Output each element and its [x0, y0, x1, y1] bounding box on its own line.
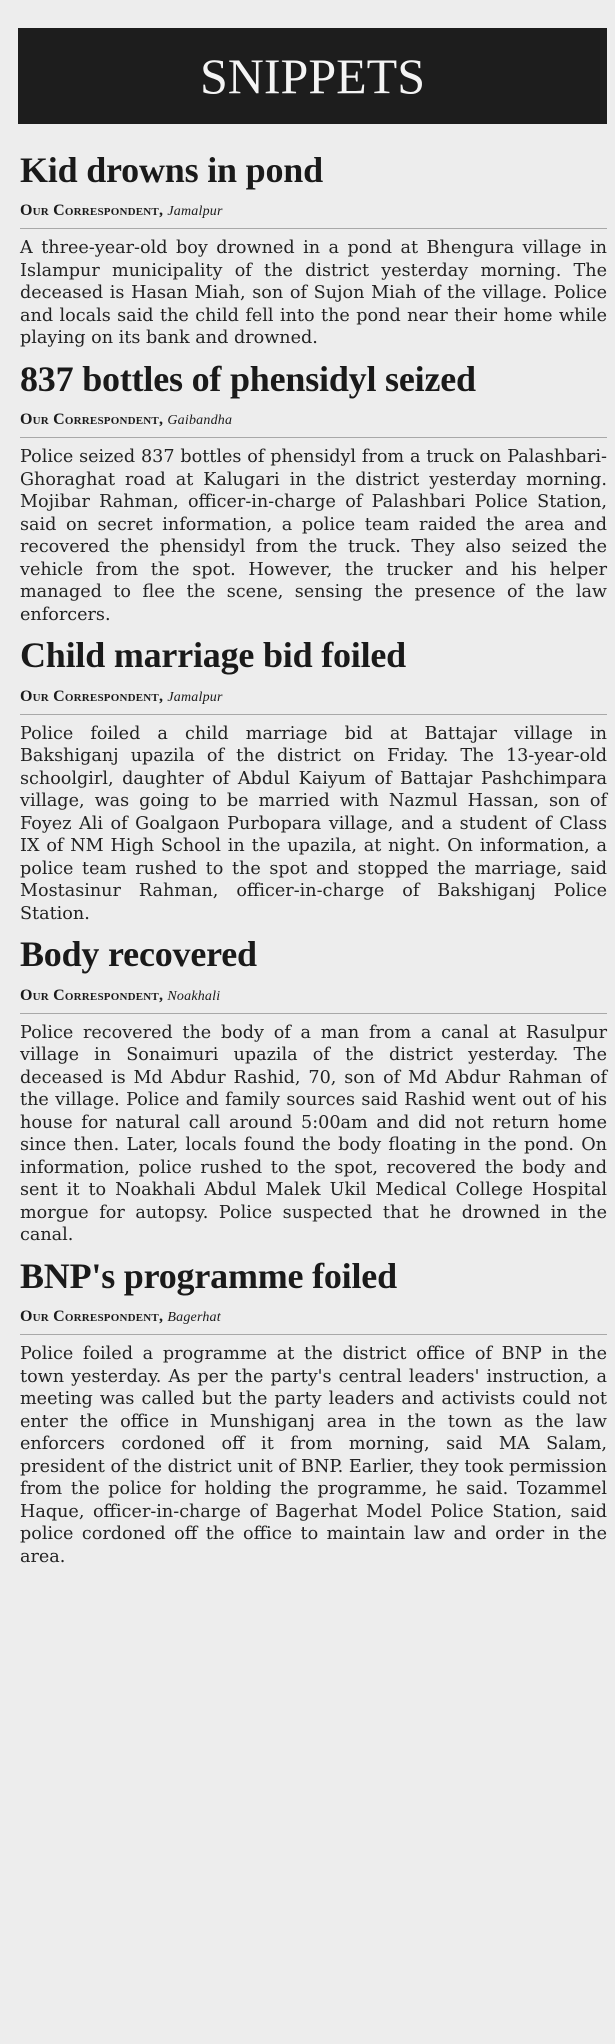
byline-location: Jamalpur: [167, 204, 223, 220]
story-body: Police seized 837 bottles of phensidyl from a truck on Palashbari-Ghoraghat road at Kalugari in the district yesterday morning. Mojibar Rahman, officer-in-charge of Palashbari Police Station, said on secret information, a police team raided the area and recovered the phensidyl from the truck. They also seized the vehicle from the spot. However, the trucker and his helper managed to flee the scene, sensing the presence of the law enforcers.: [20, 447, 607, 625]
byline-author: Our Correspondent,: [20, 1308, 164, 1326]
byline-author: Our Correspondent,: [20, 687, 164, 705]
story-body: Police recovered the body of a man from a canal at Rasulpur village in Sonaimuri upazila of the district yesterday. The deceased is Md Abdur Rashid, 70, son of Md Abdur Rahman of the village. Police and family sources said Rashid went out of his house for natural call around 5:00am and did not return home since then. Later, locals found the body floating in the pond. On information, police rushed to the spot, recovered the body and sent it to Noakhali Abdul Malek Ukil Medical College Hospital morgue for autopsy. Police suspected that he drowned in the canal.: [20, 1022, 607, 1246]
story-byline: [20, 688, 607, 715]
story-byline: [20, 202, 607, 229]
story-kid-drowns: [18, 150, 607, 350]
story-headline: Body recovered: [20, 934, 257, 975]
byline-location: Gaibandha: [167, 413, 233, 429]
section-banner: SNIPPETS: [18, 28, 607, 124]
byline-location: Bagerhat: [167, 1310, 221, 1326]
story-bnp-programme-foiled: [18, 1256, 607, 1568]
story-byline: [20, 411, 607, 438]
story-body: Police foiled a child marriage bid at Battajar village in Bakshiganj upazila of the district on Friday. The 13-year-old schoolgirl, daughter of Abdul Kaiyum of Battajar Pashchimpara village, was going to be married with Nazmul Hassan, son of Foyez Ali of Goalgaon Purbopara village, and a student of Class IX of NM High School in the upazila, at night. On information, a police team rushed to the spot and stopped the marriage, said Mostasinur Rahman, officer-in-charge of Bakshiganj Police Station.: [20, 723, 607, 924]
byline-author: Our Correspondent,: [20, 202, 164, 220]
byline-location: Jamalpur: [167, 689, 223, 705]
story-body: A three-year-old boy drowned in a pond at Bhengura village in Islampur municipality of the district yesterday morning. The deceased is Hasan Miah, son of Sujon Miah of the village. Police and locals said the child fell into the pond near their home while playing on its bank and drowned.: [20, 238, 607, 349]
byline-author: Our Correspondent,: [20, 986, 164, 1004]
story-body-recovered: [18, 934, 607, 1246]
story-headline: 837 bottles of phensidyl seized: [20, 358, 476, 399]
story-phensidyl-seized: [18, 359, 607, 626]
story-byline: [20, 1308, 607, 1335]
story-byline: [20, 987, 607, 1014]
story-headline: Child marriage bid foiled: [20, 635, 407, 676]
story-body: Police foiled a programme at the district office of BNP in the town yesterday. As per the party's central leaders' instruction, a meeting was called but the party leaders and activists could not enter the office in Munshiganj area in the town as the law enforcers cordoned off it from morning, said MA Salam, president of the district unit of BNP. Earlier, they took permission from the police for holding the programme, he said. Tozammel Haque, officer-in-charge of Bagerhat Model Police Station, said police cordoned off the office to maintain law and order in the area.: [20, 1344, 607, 1567]
story-headline: Kid drowns in pond: [20, 150, 323, 190]
byline-location: Noakhali: [167, 988, 221, 1004]
byline-author: Our Correspondent,: [20, 411, 164, 429]
story-child-marriage-foiled: [18, 635, 607, 925]
story-headline: BNP's programme foiled: [20, 1255, 397, 1296]
